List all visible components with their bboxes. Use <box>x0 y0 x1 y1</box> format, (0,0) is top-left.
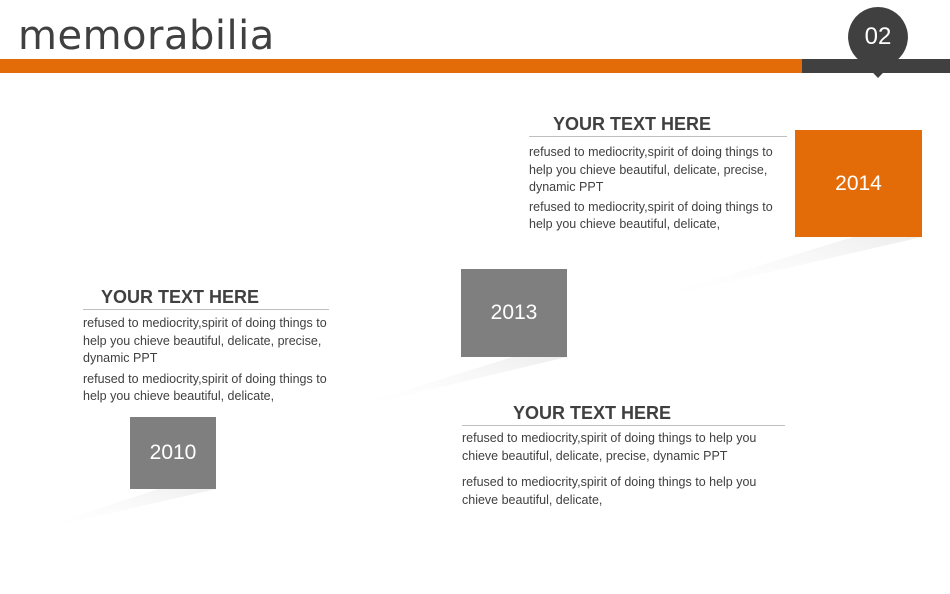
block-heading: YOUR TEXT HERE <box>529 112 787 137</box>
year-box-2010: 2010 <box>130 417 216 489</box>
block-paragraph: refused to mediocrity,spirit of doing things to help you chieve beautiful, delicate, precise, dynamic PPT <box>83 316 327 365</box>
block-paragraph: refused to mediocrity,spirit of doing things to help you chieve beautiful, delicate, precise, dynamic PPT <box>529 145 773 194</box>
text-block-2010 <box>83 285 329 406</box>
block-heading: YOUR TEXT HERE <box>83 285 329 310</box>
text-block-2013 <box>462 401 785 509</box>
block-paragraph: refused to mediocrity,spirit of doing things to help you chieve beautiful, delicate, <box>462 475 757 507</box>
text-block-2014 <box>529 112 787 234</box>
page-title: memorabilia <box>18 13 275 59</box>
page-number: 02 <box>864 23 892 50</box>
year-box-2014: 2014 <box>795 130 922 237</box>
year-box-2013: 2013 <box>461 269 567 357</box>
block-paragraph: refused to mediocrity,spirit of doing things to help you chieve beautiful, delicate, precise, dynamic PPT <box>462 431 757 463</box>
block-paragraph: refused to mediocrity,spirit of doing things to help you chieve beautiful, delicate, <box>83 371 327 403</box>
block-heading: YOUR TEXT HERE <box>462 401 785 426</box>
block-paragraph: refused to mediocrity,spirit of doing things to help you chieve beautiful, delicate, <box>529 199 773 231</box>
